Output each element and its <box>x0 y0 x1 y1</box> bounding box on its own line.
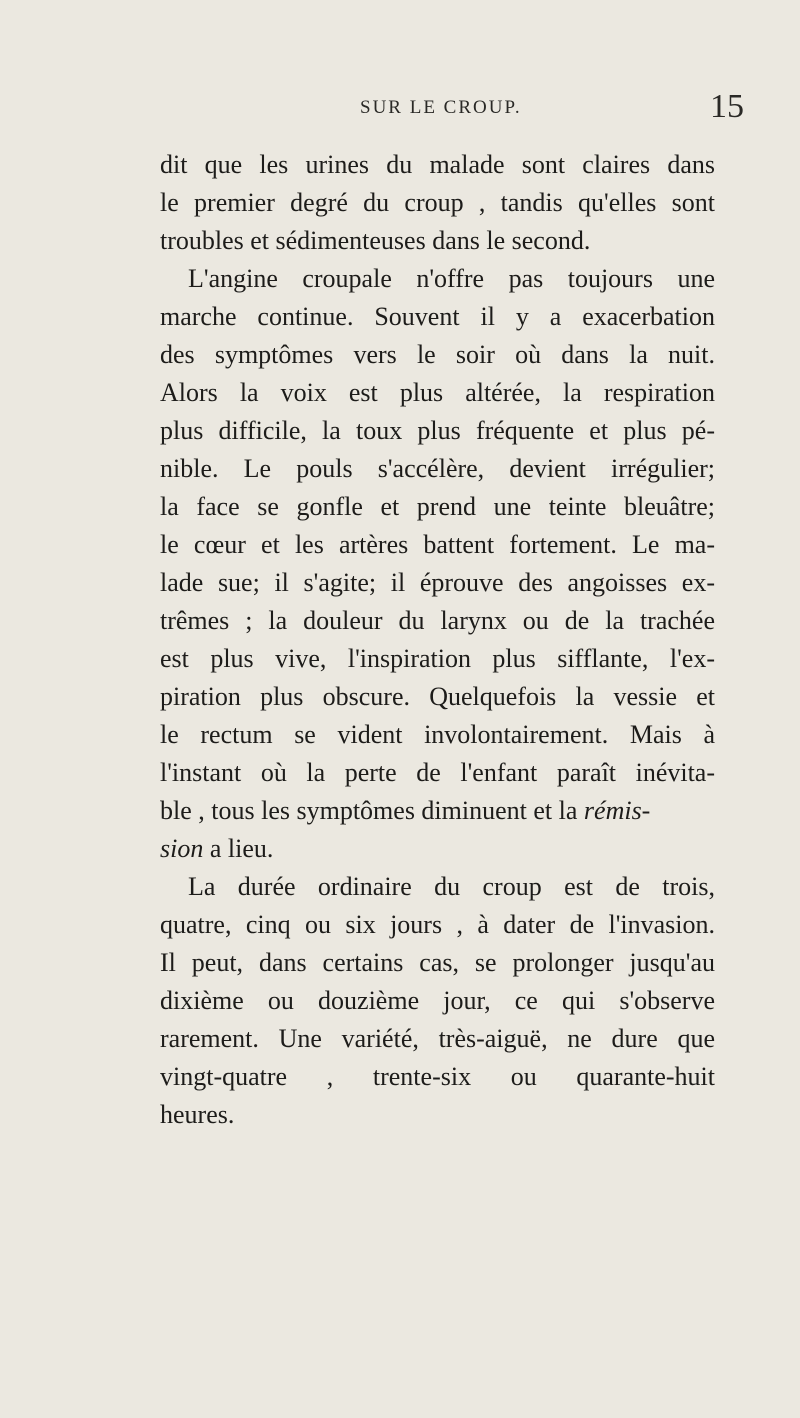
text-line: dit que les urines du malade sont claires dans <box>160 150 715 179</box>
running-title: SUR LE CROUP. <box>360 97 522 118</box>
text-line: dixième ou douzième jour, ce qui s'observe <box>160 986 715 1015</box>
text-line: piration plus obscure. Quelquefois la vessie et <box>160 682 715 711</box>
text-line: des symptômes vers le soir où dans la nuit. <box>160 340 715 369</box>
text-line: la face se gonfle et prend une teinte bleuâtre; <box>160 492 715 521</box>
text-segment: ble , tous les symptômes diminuent et la <box>160 796 578 825</box>
text-line: nible. Le pouls s'accélère, devient irrégulier; <box>160 454 715 483</box>
text-line <box>160 832 715 866</box>
text-line: L'angine croupale n'offre pas toujours une <box>188 264 715 293</box>
text-line: Il peut, dans certains cas, se prolonger jusqu'au <box>160 948 715 977</box>
text-line: troubles et sédimenteuses dans le second. <box>160 226 591 255</box>
text-line: La durée ordinaire du croup est de trois, <box>188 872 715 901</box>
text-line: le premier degré du croup , tandis qu'elles sont <box>160 188 715 217</box>
text-line: Alors la voix est plus altérée, la respiration <box>160 378 715 407</box>
text-line: vingt-quatre , trente-six ou quarante-huit <box>160 1062 715 1091</box>
text-line: est plus vive, l'inspiration plus sifflante, l'ex- <box>160 644 715 673</box>
text-line: le cœur et les artères battent fortement. Le ma- <box>160 530 715 559</box>
text-line: l'instant où la perte de l'enfant paraît inévita- <box>160 758 715 787</box>
text-line: quatre, cinq ou six jours , à dater de l'invasion. <box>160 910 715 939</box>
text-line: marche continue. Souvent il y a exacerbation <box>160 302 715 331</box>
text-line: heures. <box>160 1100 235 1129</box>
emphasis-text: rémis- <box>583 796 651 825</box>
text-line: rarement. Une variété, très-aiguë, ne dure que <box>160 1024 715 1053</box>
text-line: le rectum se vident involontairement. Mais à <box>160 720 715 749</box>
text-line: lade sue; il s'agite; il éprouve des angoisses ex- <box>160 568 715 597</box>
text-line <box>160 794 715 828</box>
text-line: plus difficile, la toux plus fréquente et plus pé- <box>160 416 715 445</box>
text-line: trêmes ; la douleur du larynx ou de la trachée <box>160 606 715 635</box>
text-segment: a lieu. <box>209 834 274 863</box>
page-number: 15 <box>710 88 744 125</box>
emphasis-text: sion <box>160 834 204 863</box>
